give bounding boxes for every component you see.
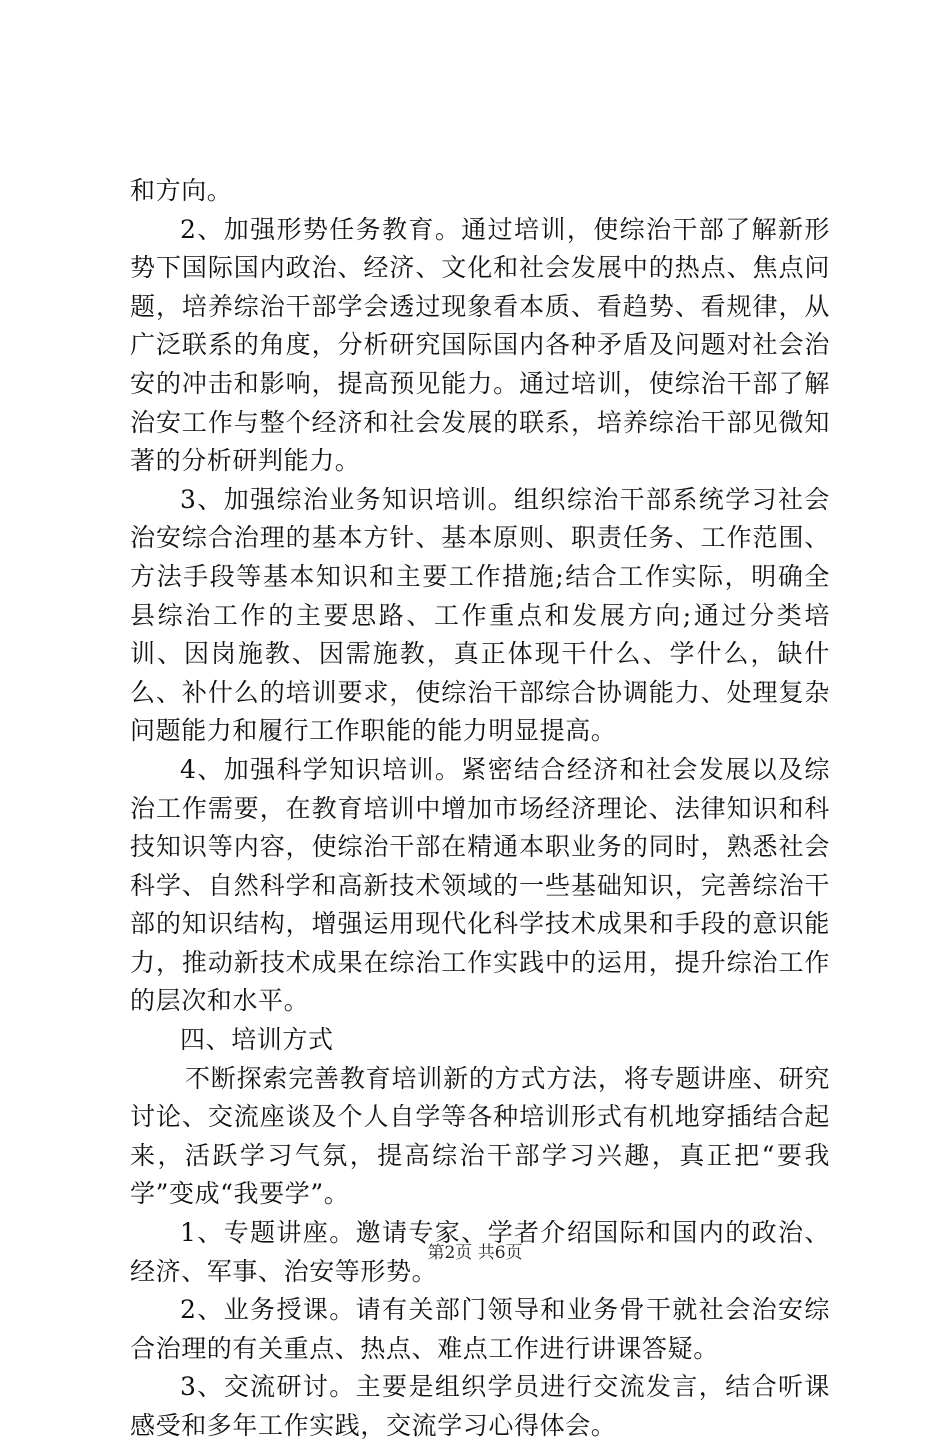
paragraph-business-knowledge-training: 3、加强综治业务知识培训。组织综治干部系统学习社会治安综合治理的基本方针、基本原则、职责任务、工作范围、方法手段等基本知识和主要工作措施;结合工作实际，明确全县综治工作的主要思路、工作重点和发展方向;通过分类培训、因岗施教、因需施教，真正体现干什么、学什么，缺什么、补什么的培训要求，使综治干部综合协调能力、处理复杂问题能力和履行工作职能的能力明显提高。 xyxy=(130,484,830,746)
paragraph-science-knowledge-training: 4、加强科学知识培训。紧密结合经济和社会发展以及综治工作需要，在教育培训中增加市场经济理论、法律知识和科技知识等内容，使综治干部在精通本职业务的同时，熟悉社会科学、自然科学和高新技术领域的一些基础知识，完善综治干部的知识结构，增强运用现代化科学技术成果和手段的意识能力，推动新技术成果在综治工作实践中的运用，提升综治工作的层次和水平。 xyxy=(130,754,830,1016)
paragraph-continuation: 和方向。 xyxy=(130,176,233,205)
paragraph-methods-intro: 不断探索完善教育培训新的方式方法，将专题讲座、研究讨论、交流座谈及个人自学等各种培训形式有机地穿插结合起来，活跃学习气氛，提高综治干部学习兴趣，真正把“要我学”变成“我要学”。 xyxy=(130,1063,830,1209)
paragraph-exchange-discussion: 3、交流研讨。主要是组织学员进行交流发言，结合听课感受和多年工作实践，交流学习心得体会。 xyxy=(130,1372,830,1440)
paragraph-special-lectures: 1、专题讲座。邀请专家、学者介绍国际和国内的政治、经济、军事、治安等形势。 xyxy=(130,1218,830,1286)
section-heading-training-methods: 四、培训方式 xyxy=(180,1025,334,1055)
paragraph-business-lessons: 2、业务授课。请有关部门领导和业务骨干就社会治安综合治理的有关重点、热点、难点工作进行讲课答疑。 xyxy=(130,1295,830,1363)
page-footer xyxy=(0,1242,950,1264)
page-number-indicator: 第2页 共6页 xyxy=(427,1243,523,1263)
paragraph-situation-education: 2、加强形势任务教育。通过培训，使综治干部了解新形势下国际国内政治、经济、文化和社会发展中的热点、焦点问题，培养综治干部学会透过现象看本质、看趋势、看规律，从广泛联系的角度，分析研究国际国内各种矛盾及问题对社会治安的冲击和影响，提高预见能力。通过培训，使综治干部了解治安工作与整个经济和社会发展的联系，培养综治干部见微知著的分析研判能力。 xyxy=(130,214,830,476)
